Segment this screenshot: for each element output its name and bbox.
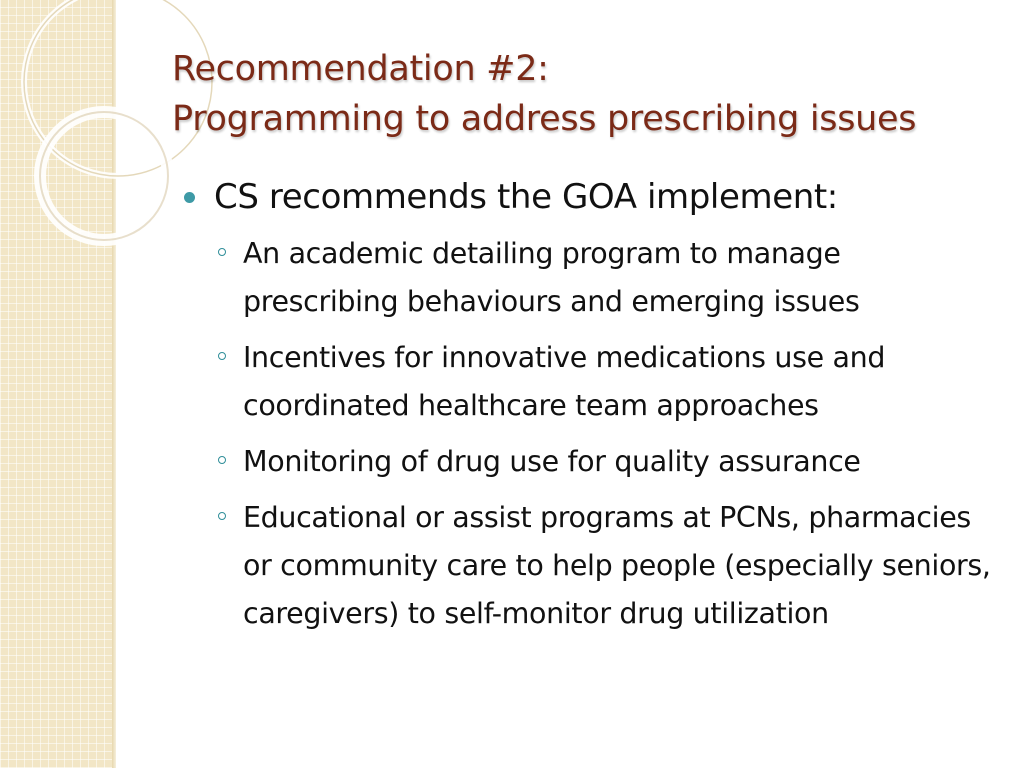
sub-bullet-text: Monitoring of drug use for quality assurance (243, 445, 861, 478)
title-line-1: Recommendation #2: (172, 49, 549, 89)
sub-bullet-list (180, 230, 1000, 638)
title-line-2: Programming to address prescribing issues (172, 99, 917, 139)
ring-bullet-icon (218, 512, 226, 520)
bullet-dot-icon (184, 192, 195, 203)
sub-bullet-text: Educational or assist programs at PCNs, pharmacies or community care to help people (especially seniors, caregivers) to self-monitor drug utilization (243, 501, 991, 630)
sub-bullet-text: An academic detailing program to manage prescribing behaviours and emerging issues (243, 237, 860, 318)
sub-bullet-text: Incentives for innovative medications use and coordinated healthcare team approaches (243, 341, 886, 422)
page-title (172, 44, 992, 144)
main-bullet (180, 174, 1000, 220)
sub-bullet-item (180, 334, 1000, 430)
sub-bullet-item (180, 494, 1000, 638)
ring-bullet-icon (218, 248, 226, 256)
ring-bullet-icon (218, 352, 226, 360)
slide-content (180, 174, 1000, 646)
sub-bullet-item (180, 438, 1000, 486)
main-bullet-text: CS recommends the GOA implement: (214, 177, 838, 217)
sub-bullet-item (180, 230, 1000, 326)
ring-bullet-icon (218, 456, 226, 464)
